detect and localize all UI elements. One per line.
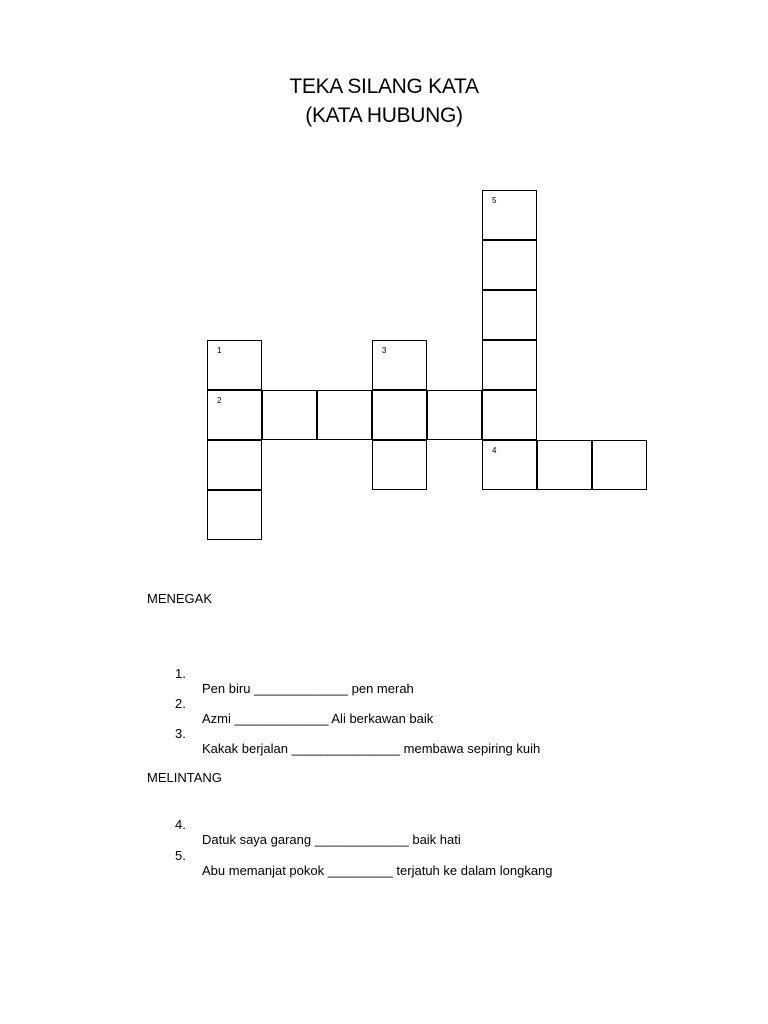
grid-cell[interactable]: [207, 390, 262, 440]
grid-cell[interactable]: [482, 190, 537, 240]
grid-cell[interactable]: [537, 440, 592, 490]
grid-cell[interactable]: [262, 390, 317, 440]
grid-cell[interactable]: [372, 340, 427, 390]
clue-text: Abu memanjat pokok _________ terjatuh ke dalam longkang: [202, 863, 553, 878]
clue-text: Kakak berjalan _______________ membawa sepiring kuih: [202, 741, 541, 756]
clue-text: Azmi _____________ Ali berkawan baik: [202, 711, 434, 726]
cell-number: 5: [492, 196, 497, 205]
clue-text: Datuk saya garang _____________ baik hati: [202, 832, 461, 847]
puzzle-subtitle: (KATA HUBUNG): [305, 104, 463, 127]
grid-cell[interactable]: [207, 490, 262, 540]
cell-number: 3: [382, 346, 387, 355]
grid-cell[interactable]: [427, 390, 482, 440]
grid-cell[interactable]: [482, 240, 537, 290]
grid-cell[interactable]: [207, 340, 262, 390]
melintang-heading: MELINTANG: [147, 770, 222, 785]
cell-number: 1: [217, 346, 222, 355]
grid-cell[interactable]: [482, 390, 537, 440]
grid-cell[interactable]: [482, 290, 537, 340]
grid-cell[interactable]: [372, 390, 427, 440]
grid-cell[interactable]: [592, 440, 647, 490]
clue-number: 3.: [175, 726, 186, 741]
clue-number: 4.: [175, 817, 186, 832]
menegak-heading: MENEGAK: [147, 591, 213, 606]
clue-text: Pen biru _____________ pen merah: [202, 681, 414, 696]
clue-number: 5.: [175, 848, 186, 863]
cell-number: 4: [492, 446, 497, 455]
clue-number: 1.: [175, 666, 186, 681]
grid-cell[interactable]: [482, 340, 537, 390]
grid-cell[interactable]: [317, 390, 372, 440]
grid-cell[interactable]: [482, 440, 537, 490]
grid-cell[interactable]: [207, 440, 262, 490]
puzzle-title: TEKA SILANG KATA: [289, 75, 479, 98]
grid-cell[interactable]: [372, 440, 427, 490]
clue-number: 2.: [175, 696, 186, 711]
cell-number: 2: [217, 396, 222, 405]
